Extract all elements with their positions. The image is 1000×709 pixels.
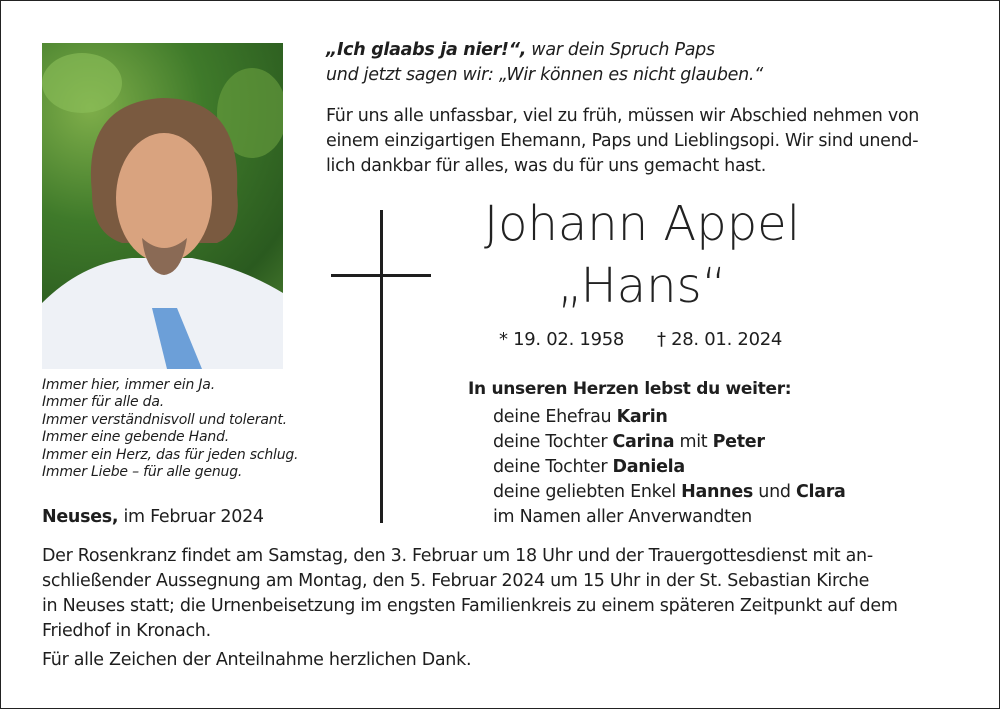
mourner-name: Hannes [681,482,754,502]
thanks-line: Für alle Zeichen der Anteilnahme herzlichen Dank. [42,650,472,670]
poem-line: Immer eine gebende Hand. [42,429,230,446]
intro-line: einem einzigartigen Ehemann, Paps und Lieblingsopi. Wir sind unend- [326,131,919,151]
service-line: in Neuses statt; die Urnenbeisetzung im engsten Familienkreis zu einem späteren Zeitpunkt auf dem [42,596,898,616]
mourner-name: Karin [616,407,668,427]
mourner-text: deine Tochter [493,432,613,452]
mourner-text: deine Tochter [493,457,613,477]
mourner-text: mit [674,432,713,452]
service-line: schließender Aussegnung am Montag, den 5. Februar 2024 um 15 Uhr in der St. Sebastian Kirche [42,571,870,591]
mourner-name: Carina [612,432,675,452]
mourner-text: deine Ehefrau [493,407,617,427]
mourner-item [493,505,752,530]
poem-line: Immer ein Herz, das für jeden schlug. [42,446,299,463]
deceased-nickname: „Hans“ [557,258,727,314]
mourner-item [493,480,846,505]
mourner-name: Clara [795,482,846,502]
birth-date: * 19. 02. 1958 [499,329,625,350]
intro-line: lich dankbar für alles, was du für uns gemacht hast. [326,156,767,176]
place-date: Neuses, im Februar 2024 [42,507,264,527]
mourner-text: und [753,482,796,502]
mourner-name: Daniela [612,457,685,477]
intro-line: Für uns alle unfassbar, viel zu früh, müssen wir Abschied nehmen von [326,106,920,126]
mourner-item [493,430,765,455]
poem-line: Immer Liebe – für alle genug. [42,464,243,481]
poem-line: Immer hier, immer ein Ja. [42,377,215,393]
mourner-text: deine geliebten Enkel [493,482,682,502]
poem-line: Immer verständnisvoll und tolerant. [42,411,287,428]
portrait-photo [42,43,283,369]
poem [42,377,298,481]
mourner-text: im Namen aller Anverwandten [493,507,752,527]
service-line: Der Rosenkranz findet am Samstag, den 3. Februar um 18 Uhr und der Trauergottesdienst mit an- [42,546,873,566]
mourners-heading: In unseren Herzen lebst du weiter: [468,379,792,399]
service-line: Friedhof in Kronach. [42,621,211,641]
mourner-item [493,405,668,430]
poem-line: Immer für alle da. [42,394,164,411]
quote-line-2: und jetzt sagen wir: „Wir können es nicht glauben.“ [326,65,763,85]
quote-line-1: „Ich glaabs ja nier!“, war dein Spruch Paps [326,40,715,60]
mourner-name: Peter [712,432,765,452]
deceased-name: Johann Appel [483,196,801,252]
death-date: † 28. 01. 2024 [657,329,783,350]
mourner-item [493,455,685,480]
